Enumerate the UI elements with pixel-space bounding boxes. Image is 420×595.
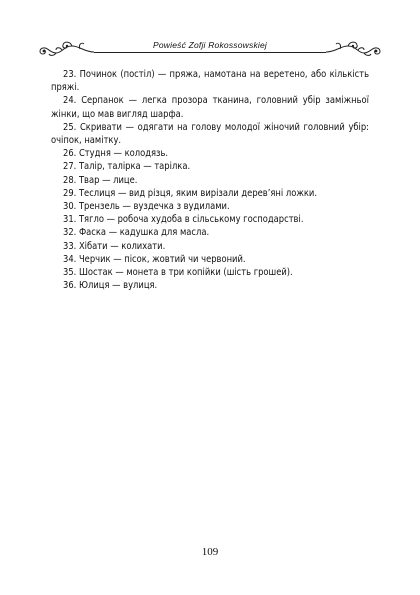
glossary-entry xyxy=(51,147,369,160)
entry-number: 33. xyxy=(63,240,77,252)
glossary-entry xyxy=(51,253,369,266)
entry-text: Починок (постіл) — пряжа, намотана на веретено, або кількість пряжі. xyxy=(51,69,370,94)
glossary-entry xyxy=(51,240,369,253)
glossary-entry xyxy=(51,121,369,147)
entry-number: 34. xyxy=(63,253,77,265)
entry-number: 29. xyxy=(63,187,77,199)
entry-number: 32. xyxy=(63,227,77,239)
page-number: 109 xyxy=(201,546,219,558)
entry-number: 35. xyxy=(63,267,77,279)
entry-number: 23. xyxy=(63,69,77,80)
entry-number: 27. xyxy=(63,161,77,173)
right-ornament-icon xyxy=(324,38,384,58)
entry-number: 30. xyxy=(63,201,77,213)
entry-text: Черчик — пісок, жовтий чи червоний. xyxy=(78,253,246,265)
entry-number: 31. xyxy=(63,214,77,226)
header-title: Powieść Zofji Rokossowskiej xyxy=(152,40,268,50)
entry-text: Студня — колодязь. xyxy=(78,148,169,160)
glossary-entry xyxy=(51,266,369,279)
glossary-list xyxy=(51,68,369,292)
entry-text: Юлиця — вулиця. xyxy=(78,280,158,292)
entry-number: 26. xyxy=(63,148,77,160)
glossary-entry xyxy=(51,213,369,226)
glossary-entry xyxy=(51,160,369,173)
glossary-entry xyxy=(51,200,369,213)
entry-text: Тягло — робоча худоба в сільському господарстві. xyxy=(78,214,304,226)
entry-text: Трензель — вуздечка з вудилами. xyxy=(78,201,230,213)
running-header xyxy=(36,38,384,60)
entry-number: 28. xyxy=(63,174,77,186)
glossary-entry xyxy=(51,279,369,292)
header-rule xyxy=(94,52,326,53)
entry-text: Теслиця — вид різця, яким вирізали дерев’яні ложки. xyxy=(78,187,317,199)
entry-number: 24. xyxy=(63,95,77,107)
entry-number: 25. xyxy=(63,121,77,133)
glossary-entry xyxy=(51,187,369,200)
entry-text: Фаска — кадушка для масла. xyxy=(78,227,210,239)
entry-text: Скривати — одягати на голову молодої жіночий головний убір: очіпок, намітку. xyxy=(51,121,370,147)
glossary-entry xyxy=(51,226,369,239)
entry-text: Хібати — колихати. xyxy=(78,240,166,252)
glossary-entry xyxy=(51,68,369,94)
left-ornament-icon xyxy=(36,38,96,58)
glossary-entry xyxy=(51,174,369,187)
entry-text: Твар — лице. xyxy=(78,174,138,186)
entry-text: Серпанок — легка прозора тканина, головний убір заміжньої жінки, що мав вигляд шарфа. xyxy=(51,95,369,120)
entry-text: Талір, талірка — тарілка. xyxy=(78,161,191,173)
entry-text: Шостак — монета в три копійки (шість грошей). xyxy=(78,267,293,279)
glossary-entry xyxy=(51,94,369,120)
entry-number: 36. xyxy=(63,280,77,292)
